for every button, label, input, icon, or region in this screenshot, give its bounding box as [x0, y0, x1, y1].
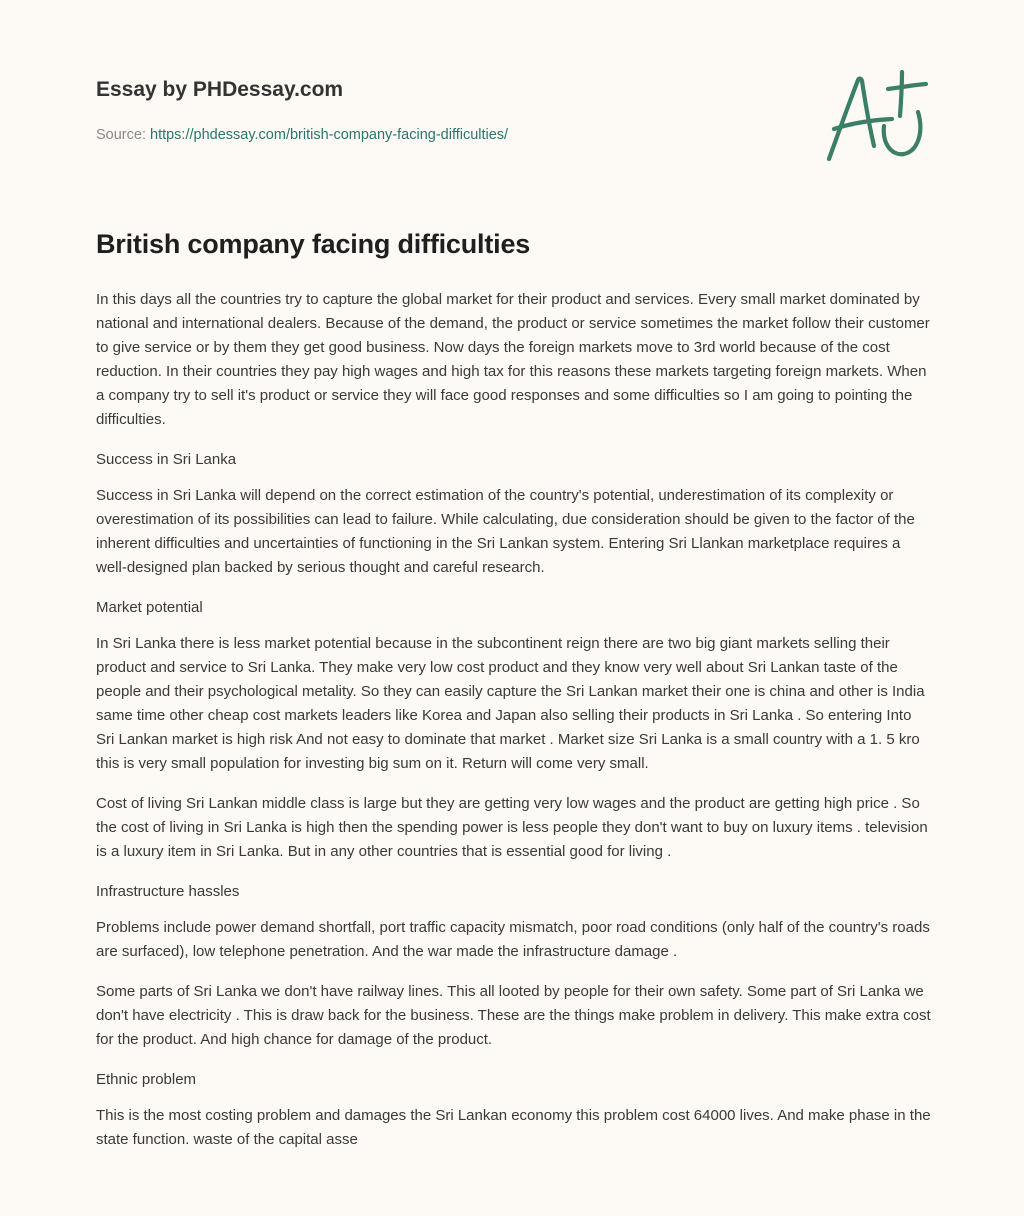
- section-paragraph: Cost of living Sri Lankan middle class is large but they are getting very low wages and the product are getting high price . So the cost of living in Sri Lanka is high then the spending power is less people they don't want to buy on luxury items . television is a luxury item in Sri Lanka. But in any other countries that is essential good for living .: [96, 795, 928, 860]
- a-plus-logo-icon: [818, 66, 930, 166]
- source-line: [96, 125, 776, 145]
- section-paragraph: In Sri Lanka there is less market potential because in the subcontinent reign there are two big giant markets selling their product and service to Sri Lanka. They make very low cost product and they know very well about Sri Lankan taste of the people and their psychological metality. So they can easily capture the Sri Lankan market their one is china and other is India same time other cheap cost markets leaders like Korea and Japan also selling their products in Sri Lanka . So entering Into Sri Lankan market is high risk And not easy to dominate that market . Market size Sri Lanka is a small country with a 1. 5 kro this is very small population for investing big sum on it. Return will come very small.: [96, 635, 925, 772]
- source-label: Source:: [96, 127, 150, 143]
- section-paragraph: Problems include power demand shortfall, port traffic capacity mismatch, poor road conditions (only half of the country's roads are surfaced), low telephone penetration. And the war made the infrastructure damage .: [96, 919, 930, 960]
- essay-body: [96, 226, 932, 1168]
- section-paragraph: Some parts of Sri Lanka we don't have railway lines. This all looted by people for their own safety. Some part of Sri Lanka we don't have electricity . This is draw back for the business. These are the things make problem in delivery. This make extra cost for the product. And high chance for damage of the product.: [96, 983, 931, 1048]
- intro-paragraph: In this days all the countries try to capture the global market for their product and services. Every small market dominated by national and international dealers. Because of the demand, the product or service sometimes the market follow their customer to give service or by them they get good business. Now days the foreign markets move to 3rd world because of the cost reduction. In their countries they pay high wages and high tax for this reasons these markets targeting foreign markets. When a company try to sell it's product or service they will face good responses and some difficulties so I am going to pointing the difficulties.: [96, 291, 930, 428]
- section-heading: Ethnic problem: [96, 1071, 197, 1088]
- section-heading: Market potential: [96, 599, 203, 616]
- source-link[interactable]: https://phdessay.com/british-company-facing-difficulties/: [150, 127, 509, 143]
- section-heading: Success in Sri Lanka: [96, 451, 237, 468]
- site-brand: Essay by PHDessay.com: [96, 78, 344, 101]
- section-paragraph: This is the most costing problem and damages the Sri Lankan economy this problem cost 64000 lives. And make phase in the state function. waste of the capital asse: [96, 1107, 931, 1148]
- section-paragraph: Success in Sri Lanka will depend on the correct estimation of the country's potential, underestimation of its complexity or overestimation of its possibilities can lead to failure. While calculating, due consideration should be given to the factor of the inherent difficulties and uncertainties of functioning in the Sri Lankan system. Entering Sri Llankan marketplace requires a well-designed plan backed by serious thought and careful research.: [96, 487, 915, 576]
- essay-title: British company facing difficulties: [96, 229, 531, 259]
- section-heading: Infrastructure hassles: [96, 883, 240, 900]
- page-header: [96, 76, 776, 145]
